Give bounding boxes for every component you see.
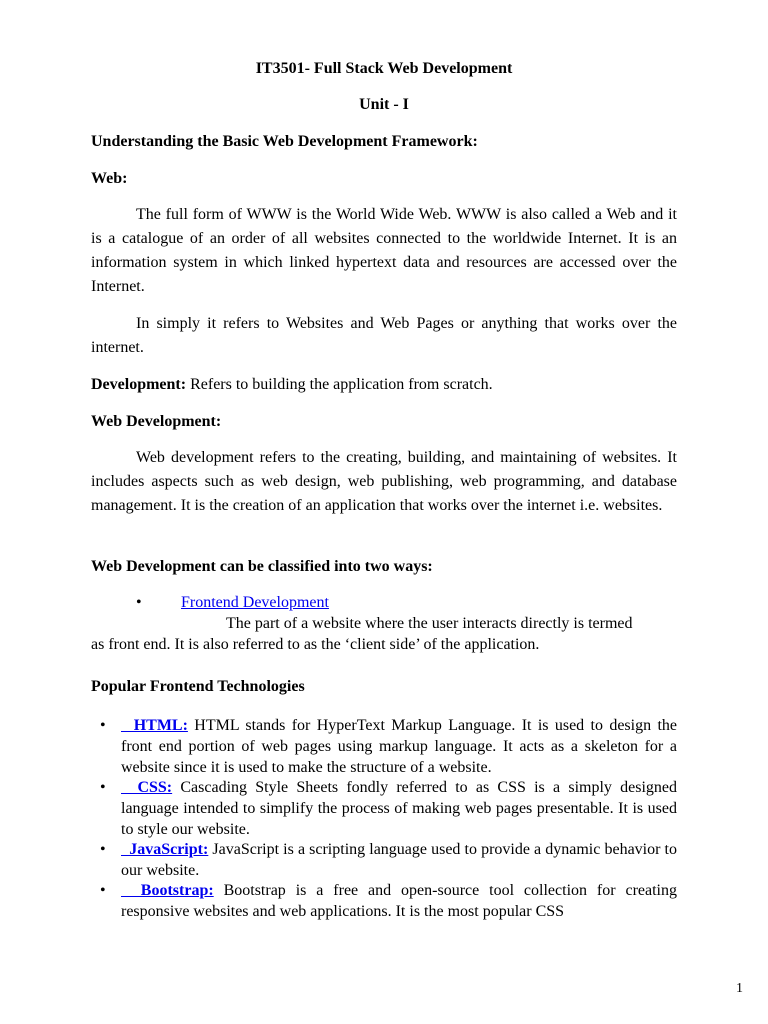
list-bullet: • <box>100 841 106 858</box>
web-development-heading: Web Development: <box>91 413 222 430</box>
page-number: 1 <box>736 981 743 996</box>
bootstrap-link[interactable]: Bootstrap: <box>121 882 214 899</box>
section-heading: Understanding the Basic Web Development Framework: <box>91 133 478 150</box>
frontend-bullet: • <box>136 594 142 611</box>
javascript-description: JavaScript is a scripting language used to provide a dynamic behavior to our website. <box>121 841 677 879</box>
web-development-paragraph: Web development refers to the creating, building, and maintaining of websites. It includes aspects such as web design, web publishing, web programming, and database management. It is the creation of an application that works over the internet i.e. websites. <box>91 449 677 514</box>
list-item-body <box>121 777 677 840</box>
list-bullet: • <box>100 717 106 734</box>
javascript-link[interactable]: JavaScript: <box>121 841 209 858</box>
list-bullet: • <box>100 779 106 796</box>
list-item-body <box>121 880 677 922</box>
css-link[interactable]: CSS: <box>121 779 173 796</box>
frontend-development-link[interactable]: Frontend Development <box>181 594 329 611</box>
web-heading: Web: <box>91 170 128 187</box>
frontend-description-line1: The part of a website where the user interacts directly is termed <box>226 615 633 632</box>
development-definition <box>91 375 493 395</box>
development-label: Development: <box>91 376 187 393</box>
html-link[interactable]: HTML: <box>121 717 188 734</box>
course-title: IT3501- Full Stack Web Development <box>255 60 513 77</box>
list-item-body <box>121 839 677 881</box>
development-text: Refers to building the application from scratch. <box>186 376 493 393</box>
web-paragraph-2: In simply it refers to Websites and Web Pages or anything that works over the internet. <box>91 315 677 356</box>
technologies-heading: Popular Frontend Technologies <box>91 678 305 695</box>
classification-heading: Web Development can be classified into two ways: <box>91 558 433 575</box>
list-bullet: • <box>100 882 106 899</box>
web-paragraph: The full form of WWW is the World Wide Web. WWW is also called a Web and it is a catalogue of an order of all websites connected to the worldwide Internet. It is an information system in which linked hypertext data and resources are accessed over the Internet. <box>91 206 677 295</box>
html-description: HTML stands for HyperText Markup Language. It is used to design the front end portion of web pages using markup language. It acts as a skeleton for a website since it is used to make the structure of a website. <box>121 717 677 776</box>
unit-title: Unit - I <box>359 96 409 113</box>
list-item-body <box>121 715 677 778</box>
css-description: Cascading Style Sheets fondly referred to as CSS is a simply designed language intended to simplify the process of making web pages presentable. It is used to style our website. <box>121 779 678 838</box>
frontend-description-line2: as front end. It is also referred to as the ‘client side’ of the application. <box>91 636 540 653</box>
bootstrap-description: Bootstrap is a free and open-source tool collection for creating responsive websites and web applications. It is the most popular CSS <box>121 882 677 920</box>
